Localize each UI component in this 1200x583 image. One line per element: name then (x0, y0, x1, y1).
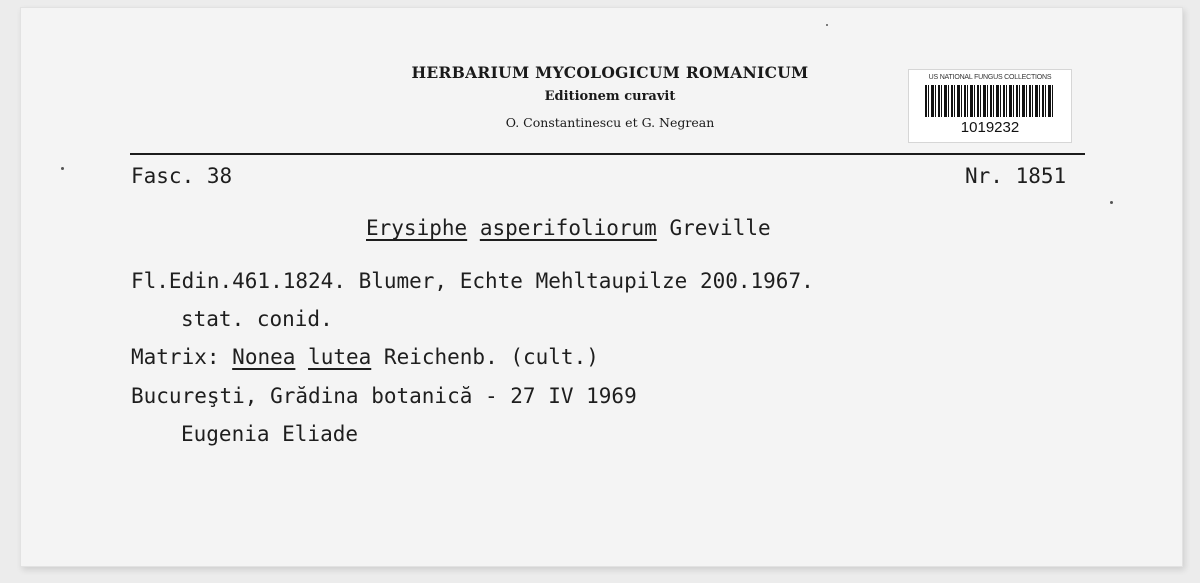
paper-speck (61, 167, 64, 170)
matrix-prefix: Matrix: (131, 345, 220, 369)
barcode-caption: US NATIONAL FUNGUS COLLECTIONS (928, 74, 1052, 81)
barcode-icon (925, 85, 1055, 117)
fascicle-number: Fasc. 38 (131, 164, 233, 188)
host-genus: Nonea (232, 345, 296, 369)
editorial-note: Editionem curavit (544, 89, 676, 104)
barcode-number: 1019232 (960, 119, 1020, 136)
collector-name: Eugenia Eliade (181, 422, 359, 446)
stage-note: stat. conid. (181, 307, 333, 331)
header-divider (130, 153, 1085, 155)
barcode-label (908, 69, 1072, 143)
paper-speck (1110, 201, 1113, 204)
species-author: Greville (669, 216, 771, 240)
literature-citation: Fl.Edin.461.1824. Blumer, Echte Mehltaupilze 200.1967. (131, 269, 814, 293)
host-author: Reichenb. (cult.) (383, 345, 599, 369)
editors-line: O. Constantinescu et G. Negrean (505, 115, 715, 130)
locality-line: Bucureşti, Grădina botanică - 27 IV 1969 (131, 384, 637, 408)
label-header (300, 60, 920, 138)
matrix-line (131, 345, 599, 369)
species-genus: Erysiphe (366, 216, 468, 240)
paper-speck (826, 24, 828, 26)
species-name (366, 216, 771, 240)
species-epithet: asperifoliorum (479, 216, 657, 240)
exsiccata-number: Nr. 1851 (965, 164, 1067, 188)
herbarium-title: HERBARIUM MYCOLOGICUM ROMANICUM (411, 63, 809, 82)
host-epithet: lutea (308, 345, 372, 369)
